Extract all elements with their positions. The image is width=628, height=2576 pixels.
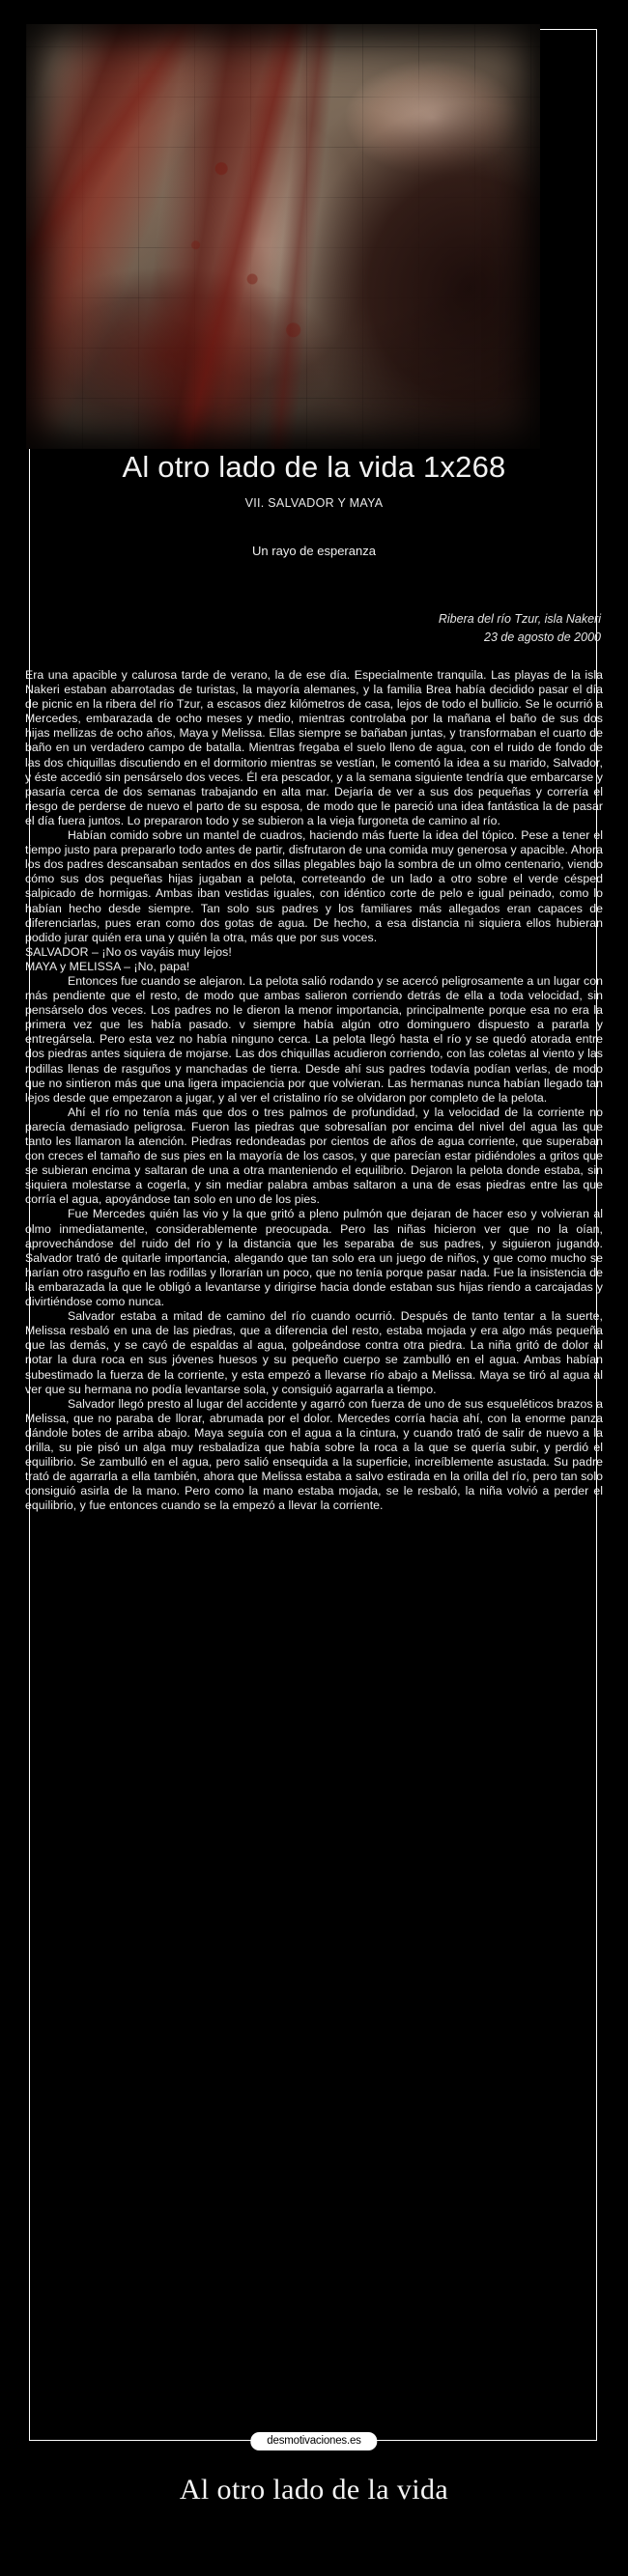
- story-paragraph: Entonces fue cuando se alejaron. La pelota salió rodando y se acercó peligrosamente a un lugar con más pendiente que el resto, de modo que ambas salieron corriendo detrás de ella a toda velocidad, sin pensárselo dos veces. Los padres no le dieron la menor importancia, principalmente porque esa no era la primera vez que les había pasado. v siempre había algún otro dominguero dispuesto a pararla y entregársela. Pero esta vez no había ninguno cerca. La pelota llegó hasta el río y se quedó atorada entre dos piedras antes siquiera de mojarse. Las dos chiquillas acudieron corriendo, con las coletas al viento y las rodillas llenas de rasguños y manchadas de tierra. Desde ahí sus padres todavía podían verlas, de modo que no sintieron más que una ligera impaciencia por que volvieran. Las hermanas nunca habían llegado tan lejos desde que empezaron a jugar, y al ver el cristalino río se olvidaron por completo de la pelota.: [25, 973, 603, 1105]
- story-paragraph: SALVADOR – ¡No os vayáis muy lejos!: [25, 944, 232, 959]
- story-paragraph: Habían comido sobre un mantel de cuadros, haciendo más fuerte la idea del tópico. Pese a tener el tiempo justo para prepararlo todo antes de partir, disfrutaron de una comida muy generosa y apacible. Ahora los dos padres descansaban sentados en dos sillas plegables bajo la sombra de un olmo centenario, viendo cómo sus dos pequeñas hijas jugaban a pelota, correteando de un lado a otro sobre el verde césped salpicado de hormigas. Ambas iban vestidas iguales, con idéntico corte de pelo e igual peinado, como lo habían hecho desde siempre. Tan solo sus padres y los familiares más allegados eran capaces de diferenciarlas, pues eran como dos gotas de agua. De hecho, a esa distancia ni siquiera ellos hubieran podido jurar quién era una y quién la otra, más que por sus voces.: [25, 828, 603, 944]
- story-paragraph: Fue Mercedes quién las vio y la que gritó a pleno pulmón que dejaran de hacer eso y volvieran al olmo inmediatamente, considerablemente preocupada. Pero las niñas hicieron ver que no la oían, aprovechándose del ruido del río y la distancia que les separaba de sus padres, y siguieron jugando. Salvador trató de quitarle importancia, alegando que tan solo era un juego de niños, y que como mucho se harían otro rasguño en las rodillas y llorarían un poco, que no tenía porque pasar nada. Fue la insistencia de la embarazada la que le obligó a levantarse y dirigirse hacia donde estaban sus hijas riendo a carcajadas y divirtiéndose como nunca.: [25, 1207, 603, 1309]
- story-paragraph: Salvador estaba a mitad de camino del río cuando ocurrió. Después de tanto tentar a la suerte, Melissa resbaló en una de las piedras, que a diferencia del resto, estaba mojada y era algo más pequeña que las demás, y se cayó de espaldas al agua, golpeándose contra otra piedra. La niña gritó de dolor al notar la dura roca en sus jóvenes huesos y su pequeño cuerpo se zambulló en el agua. Ambas habían subestimado la fuerza de la corriente, y esta empezó a llevarse río abajo a Melissa. Maya se tiró al agua al ver que su hermana no podía levantarse sola, y consiguió agarrarla a tiempo.: [25, 1309, 603, 1396]
- story-paragraph: Ahí el río no tenía más que dos o tres palmos de profundidad, y la velocidad de la corriente no parecía demasiado peligrosa. Fueron las piedras que sobresalían por encima del nivel del agua las que tanto les llamaron la atención. Piedras redondeadas por cientos de años de agua corriente, que superaban con creces el tamaño de sus pies en la mayoría de los casos, y que parecían estar pidiéndoles a gritos que se subieran encima y saltaran de una a otra manteniendo el equilibrio. Dejaron la pelota donde estaba, sin siquiera molestarse a cogerla, y sin mediar palabra ambas saltaron a una de esas piedras entre las que corría el agua, apoyándose tan solo en uno de los pies.: [25, 1105, 603, 1207]
- poster-subtitle: VII. SALVADOR Y MAYA: [244, 496, 384, 510]
- bottom-caption: Al otro lado de la vida: [179, 2474, 449, 2506]
- dateline: [439, 610, 601, 647]
- story-body: [25, 668, 603, 1513]
- poster-tagline: Un rayo de esperanza: [252, 544, 376, 558]
- dateline-date: 23 de agosto de 2000: [484, 630, 601, 644]
- dateline-place: Ribera del río Tzur, isla Nakeri: [438, 612, 601, 626]
- story-paragraph: Salvador llegó presto al lugar del accidente y agarró con fuerza de uno de sus esqueléticos brazos a Melissa, que no paraba de llorar, abrumada por el dolor. Mercedes corría hacia ahí, con la enorme panza dándole botes de arriba abajo. Maya seguía con el agua a la cintura, y cuando trató de salir de nuevo a la orilla, su pie pisó un alga muy resbaladiza que había sobre la roca a la que se quería subir, y perdió el equilibrio. Se zambulló en el agua, pero salió ensequida a la superficie, increíblemente asustada. Su padre trató de agarrarla a ella también, ahora que Melissa estaba a salvo estirada en la orilla del río, pero tan solo consiguió asirla de la mano. Pero como la mano estaba mojada, se le resbaló, la niña volvió a perder el equilibrio, y fue entonces cuando se la empezó a llevar la corriente.: [25, 1396, 603, 1513]
- story-paragraph: Era una apacible y calurosa tarde de verano, la de ese día. Especialmente tranquila. Las playas de la isla Nakeri estaban abarrotadas de turistas, la mayoría alemanes, y la familia Brea había decidido pasar el día de picnic en la ribera del río Tzur, a escasos diez kilómetros de casa, lejos de todo el bullicio. Se le ocurrió a Mercedes, embarazada de ocho meses y medio, mientras controlaba por la mañana el baño de sus dos hijas mellizas de ocho años, Maya y Melissa. Ellas siempre se bañaban juntas, y transformaban el cuarto de baño en un verdadero campo de batalla. Mientras fregaba el suelo lleno de agua, con el ruido de fondo de las dos chiquillas discutiendo en el dormitorio mientras se vestían, le comentó la idea a su marido, Salvador, y éste accedió sin pensárselo dos veces. Él era pescador, y a la semana siguiente tendría que embarcarse y pasaría cerca de dos semanas trabajando en alta mar. Dejaría de ver a sus dos pequeñas y correría el riesgo de perderse de nuevo el parto de su esposa, de modo que le pareció una idea fantástica la de pasar el día fuera juntos. Lo prepararon todo y se subieron a la vieja furgoneta de camino al río.: [25, 668, 603, 827]
- blood-scene-photo: [26, 24, 540, 449]
- story-paragraph: MAYA y MELISSA – ¡No, papa!: [25, 959, 190, 973]
- poster-photo: [26, 24, 540, 449]
- site-watermark: desmotivaciones.es: [250, 2432, 377, 2450]
- page-title: Al otro lado de la vida 1x268: [122, 450, 506, 484]
